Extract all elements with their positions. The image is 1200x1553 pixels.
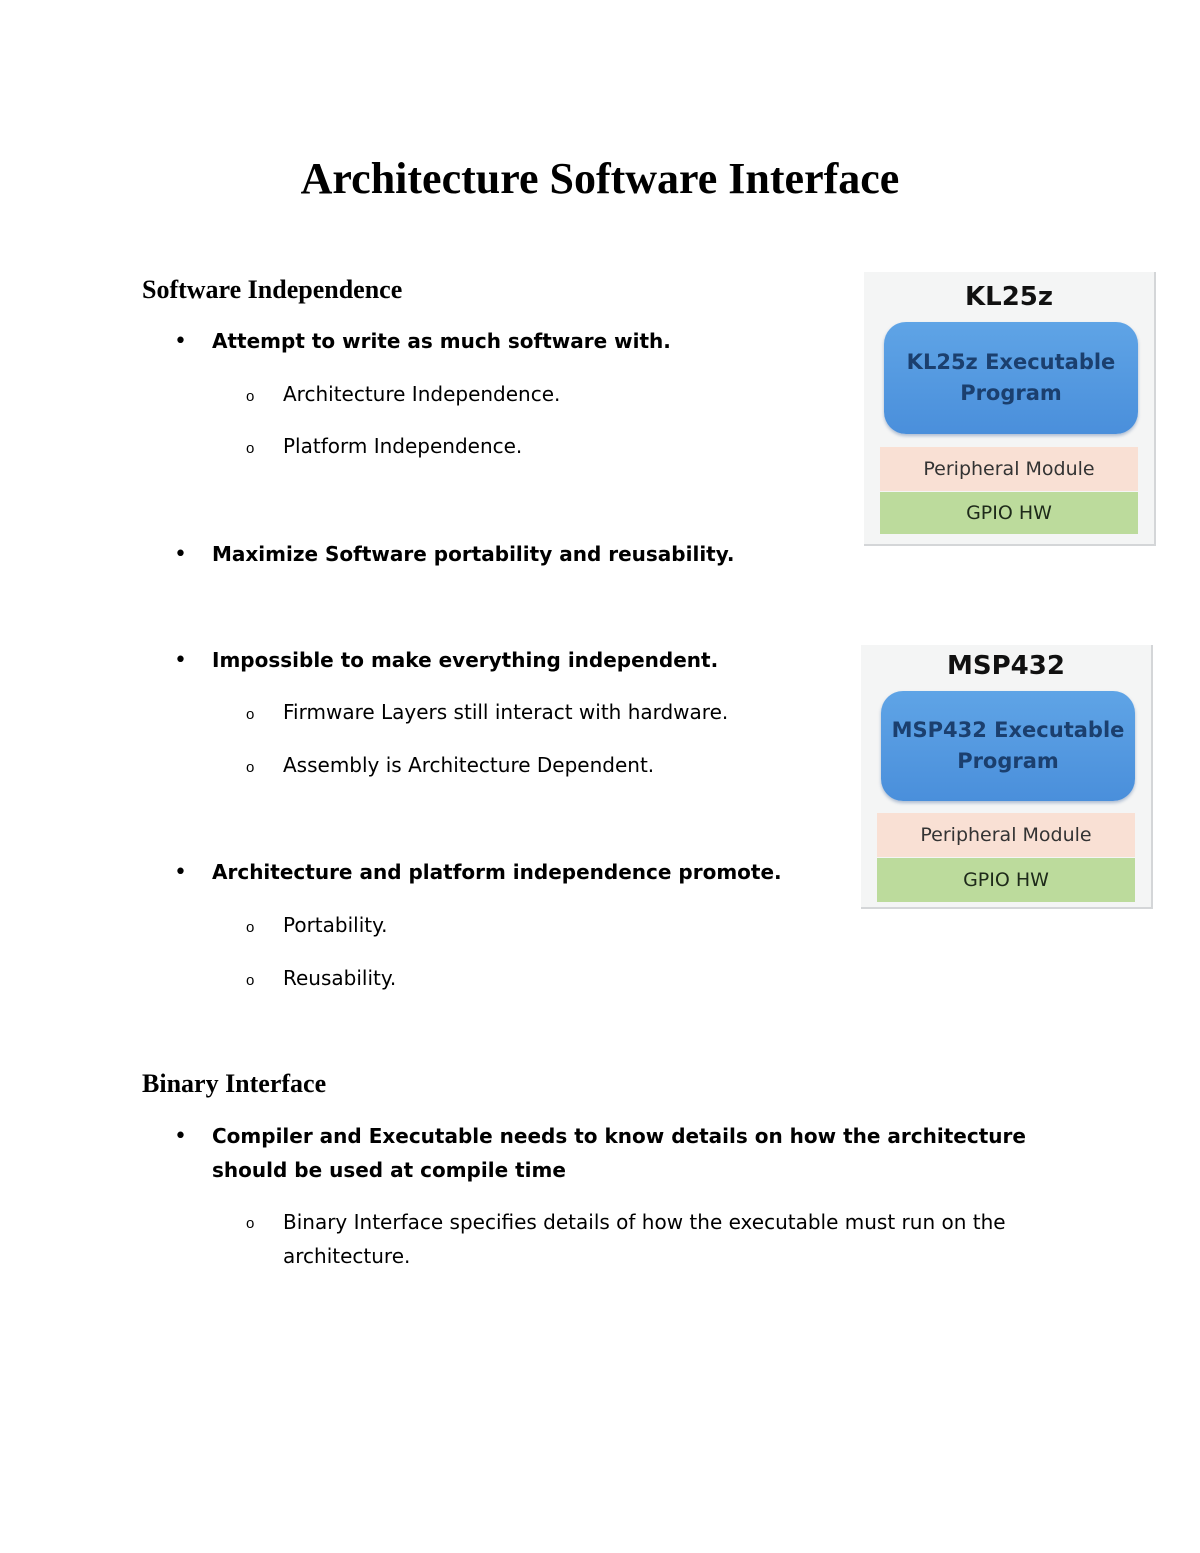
sub-bullet-item: Reusability. [283,966,397,990]
section-heading-software-independence: Software Independence [142,275,403,304]
gpio-hw-block: GPIO HW [880,492,1138,534]
sub-bullet-item: Assembly is Architecture Dependent. [283,753,655,777]
msp432-diagram [861,645,1153,909]
sub-bullet-item: Binary Interface specifies details of how the executable must run on the architecture. [283,1210,1006,1268]
page-title: Architecture Software Interface [300,154,900,203]
section-heading-binary-interface: Binary Interface [142,1069,327,1098]
sub-bullet-marker: o [246,919,255,936]
sub-bullet-item: Architecture Independence. [283,382,561,406]
gpio-hw-block: GPIO HW [877,858,1135,902]
sub-bullet-marker: o [246,1215,255,1232]
bullet-marker: • [174,648,187,673]
bullet-marker: • [174,329,187,354]
bullet-marker: • [174,1124,187,1149]
board-name: MSP432 [947,651,1065,681]
sub-bullet-marker: o [246,388,255,405]
executable-program-block: KL25z Executable Program [884,322,1138,434]
bullet-item: Attempt to write as much software with. [212,329,671,353]
sub-bullet-item: Firmware Layers still interact with hardware. [283,700,729,724]
bullet-marker: • [174,542,187,567]
sub-bullet-marker: o [246,759,255,776]
sub-bullet-item: Portability. [283,913,388,937]
peripheral-module-block: Peripheral Module [877,813,1135,857]
bullet-item: Impossible to make everything independent. [212,648,719,672]
sub-bullet-marker: o [246,440,255,457]
bullet-item: Architecture and platform independence promote. [212,860,782,884]
executable-program-block: MSP432 Executable Program [881,691,1135,801]
bullet-item: Compiler and Executable needs to know details on how the architecture should be used at compile time [212,1124,1026,1182]
bullet-marker: • [174,860,187,885]
sub-bullet-marker: o [246,706,255,723]
board-name: KL25z [964,282,1054,312]
sub-bullet-item: Platform Independence. [283,434,523,458]
kl25z-diagram [864,272,1156,546]
sub-bullet-marker: o [246,972,255,989]
peripheral-module-block: Peripheral Module [880,447,1138,491]
bullet-item: Maximize Software portability and reusability. [212,542,735,566]
